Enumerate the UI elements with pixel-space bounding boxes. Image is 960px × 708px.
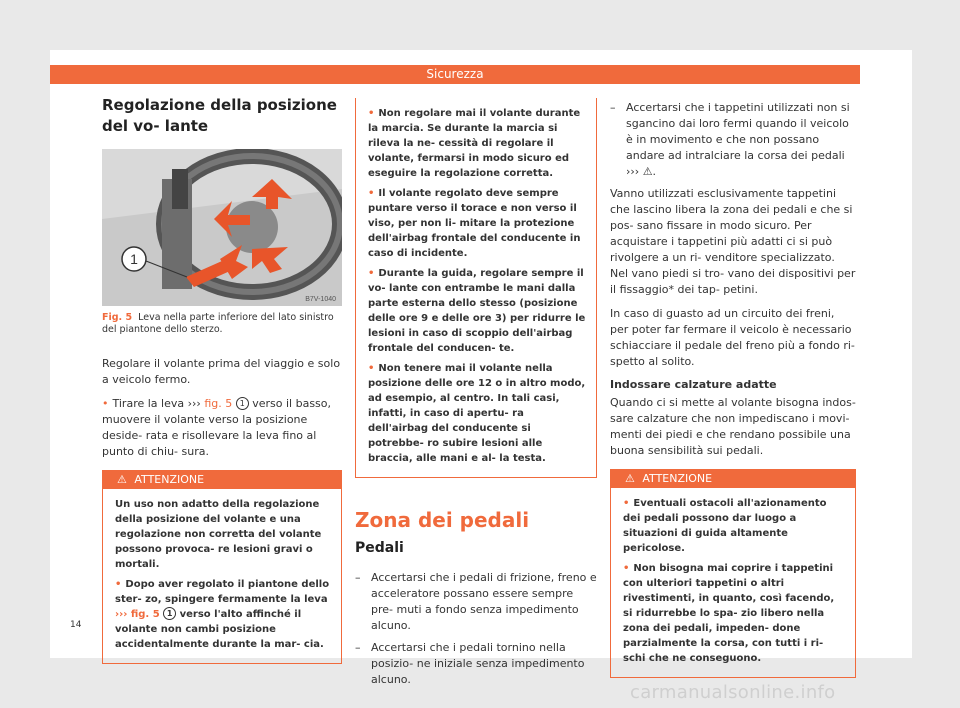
ref-arrows: ›››: [187, 397, 201, 410]
step-text-post: verso il basso, muovere il volante verso la posizione deside- rata e risollevare la leva fino al punto di chiu- sura.: [102, 397, 332, 458]
warning-box: [102, 470, 342, 664]
warning-bullet-text: Il volante regolato deve sempre puntare verso il torace e non verso il viso, per non li- mitare la protezione dell'airbag frontale del conducente in caso di incidente.: [368, 188, 581, 259]
fig-reference-link[interactable]: fig. 5: [204, 397, 233, 410]
figure-number: Fig. 5: [102, 312, 133, 323]
bullet-icon: •: [368, 363, 375, 374]
warning-bullet-pre: Dopo aver regolato il piantone dello ster- zo, spingere fermamente la leva: [115, 579, 330, 605]
dash-item-text: Accertarsi che i pedali tornino nella posizio- ne iniziale senza impedimento alcuno.: [371, 641, 585, 686]
warning-bullet: [623, 496, 845, 556]
subheading: Indossare calzature adatte: [610, 378, 777, 391]
subsection-title: Pedali: [355, 540, 404, 556]
column-3: [610, 100, 856, 678]
warning-title: ATTENZIONE: [642, 472, 713, 485]
warning-icon: ⚠: [625, 472, 635, 485]
warning-body: [103, 489, 341, 663]
page-number: 14: [70, 620, 82, 630]
section-header: Sicurezza: [50, 65, 860, 84]
warning-bullet-text: Durante la guida, regolare sempre il vo- lante con entrambe le mani dalla parte esterna dello stesso (posizione delle ore 9 e delle ore 3) per ridurre le lesioni in caso di scoppio dell'airbag frontale del conducen- te.: [368, 268, 586, 354]
warning-bullet-text: Non bisogna mai coprire i tappetini con ulteriori tappetini o altri rivestimenti, in quanto, così facendo, si ridurrebbe lo spa- zio libero nella zona dei pedali, impeden- done parzialmente la corsa, con tutti i ri- schi che ne conseguono.: [623, 563, 835, 664]
warning-bullet-text: Eventuali ostacoli all'azionamento dei pedali possono dar luogo a situazioni di guida altamente pericolose.: [623, 498, 827, 554]
warning-icon: ⚠: [117, 473, 127, 486]
warning-header: [611, 470, 855, 488]
warning-bullet: [368, 106, 586, 181]
watermark: carmanualsonline.info: [630, 682, 836, 703]
dash-item: – Accertarsi che i pedali di frizione, freno e acceleratore possano essere sempre pre- muti a fondo senza impedimento alcuno.: [355, 571, 597, 632]
paragraph: Quando ci si mette al volante bisogna indos- sare calzature che non impediscano i movi- menti dei piedi e che rendano possibile una buona sensibilità sui pedali.: [610, 396, 856, 457]
dash-item-text: Accertarsi che i pedali di frizione, freno e acceleratore possano essere sempre pre- muti a fondo senza impedimento alcuno.: [371, 571, 597, 632]
section-title: Regolazione della posizione del vo- lante: [102, 96, 337, 135]
dash-item-text: Accertarsi che i tappetini utilizzati non si sgancino dai loro fermi quando il veicolo è in movimento e che non possano andare ad intralciare la corsa dei pedali ››› ⚠.: [626, 101, 850, 178]
figure-caption-text: Leva nella parte inferiore del lato sinistro del piantone dello sterzo.: [102, 312, 334, 335]
warning-box-continued: [355, 98, 597, 478]
bullet-icon: •: [368, 188, 375, 199]
bullet-icon: •: [102, 397, 109, 410]
dash-item: – Accertarsi che i pedali tornino nella posizio- ne iniziale senza impedimento alcuno.: [355, 641, 585, 686]
warning-bullet: [623, 561, 845, 666]
warning-header: [103, 471, 341, 489]
warning-bullet: [115, 577, 331, 652]
warning-bullet-text: Non tenere mai il volante nella posizione delle ore 12 o in altro modo, ad esempio, al centro. In tali casi, infatti, in caso di apertu- ra dell'airbag del conducente si potrebbe- ro subire lesioni alle braccia, alle mani e al- la testa.: [368, 363, 586, 464]
figure-callout: 1: [130, 251, 138, 267]
warning-bullet: [368, 266, 586, 356]
fig-reference-link[interactable]: ››› fig. 5: [115, 609, 160, 620]
callout-number: 1: [163, 607, 176, 620]
warning-bullet: [368, 186, 586, 261]
bullet-icon: •: [115, 579, 122, 590]
step-paragraph: [102, 396, 342, 460]
bullet-icon: •: [368, 268, 375, 279]
steering-wheel-illustration: [102, 149, 342, 306]
column-1: [102, 95, 342, 664]
step-text-pre: Tirare la leva: [112, 397, 185, 410]
warning-title: ATTENZIONE: [134, 473, 205, 486]
warning-bullet: [368, 361, 586, 466]
warning-body: [611, 488, 855, 677]
warning-bullet-text: Non regolare mai il volante durante la marcia. Se durante la marcia si rileva la ne- cessità di regolare il volante, fermarsi in modo sicuro ed eseguire la regolazione corretta.: [368, 108, 581, 179]
paragraph: In caso di guasto ad un circuito dei freni, per poter far fermare il veicolo è necessario schiacciare il pedale del freno più a fondo ri- spetto al solito.: [610, 307, 855, 368]
figure-caption: [102, 312, 342, 336]
callout-number: 1: [236, 397, 249, 410]
warning-text: Un uso non adatto della regolazione della posizione del volante e una regolazione non corretta del volante possono provoca- re lesioni gravi o mortali.: [115, 499, 322, 570]
warning-bullet-post: verso l'alto affinché il volante non cambi posizione accidentalmente durante la mar- cia.: [115, 609, 324, 650]
column-2: [355, 98, 597, 694]
steering-figure: [102, 149, 342, 306]
figure-code: B7V-1040: [305, 296, 336, 303]
intro-paragraph: Regolare il volante prima del viaggio e solo a veicolo fermo.: [102, 357, 341, 386]
bullet-icon: •: [368, 108, 375, 119]
bullet-icon: •: [623, 498, 630, 509]
paragraph: Vanno utilizzati esclusivamente tappetini che lascino libera la zona dei pedali e che si pos- sano fissare in modo sicuro. Per acquistare i tappetini più adatti ci si può rivolgere a un ri- venditore specializzato. Nel vano piedi si tro- vano dei dispositivi per il fissaggio* dei tap- petini.: [610, 187, 856, 296]
dash-item: – Accertarsi che i tappetini utilizzati non si sgancino dai loro fermi quando il veicolo è in movimento e che non possano andare ad intralciare la corsa dei pedali ››› ⚠.: [610, 101, 850, 178]
chapter-title: Zona dei pedali: [355, 508, 530, 532]
bullet-icon: •: [623, 563, 630, 574]
warning-box: [610, 469, 856, 678]
